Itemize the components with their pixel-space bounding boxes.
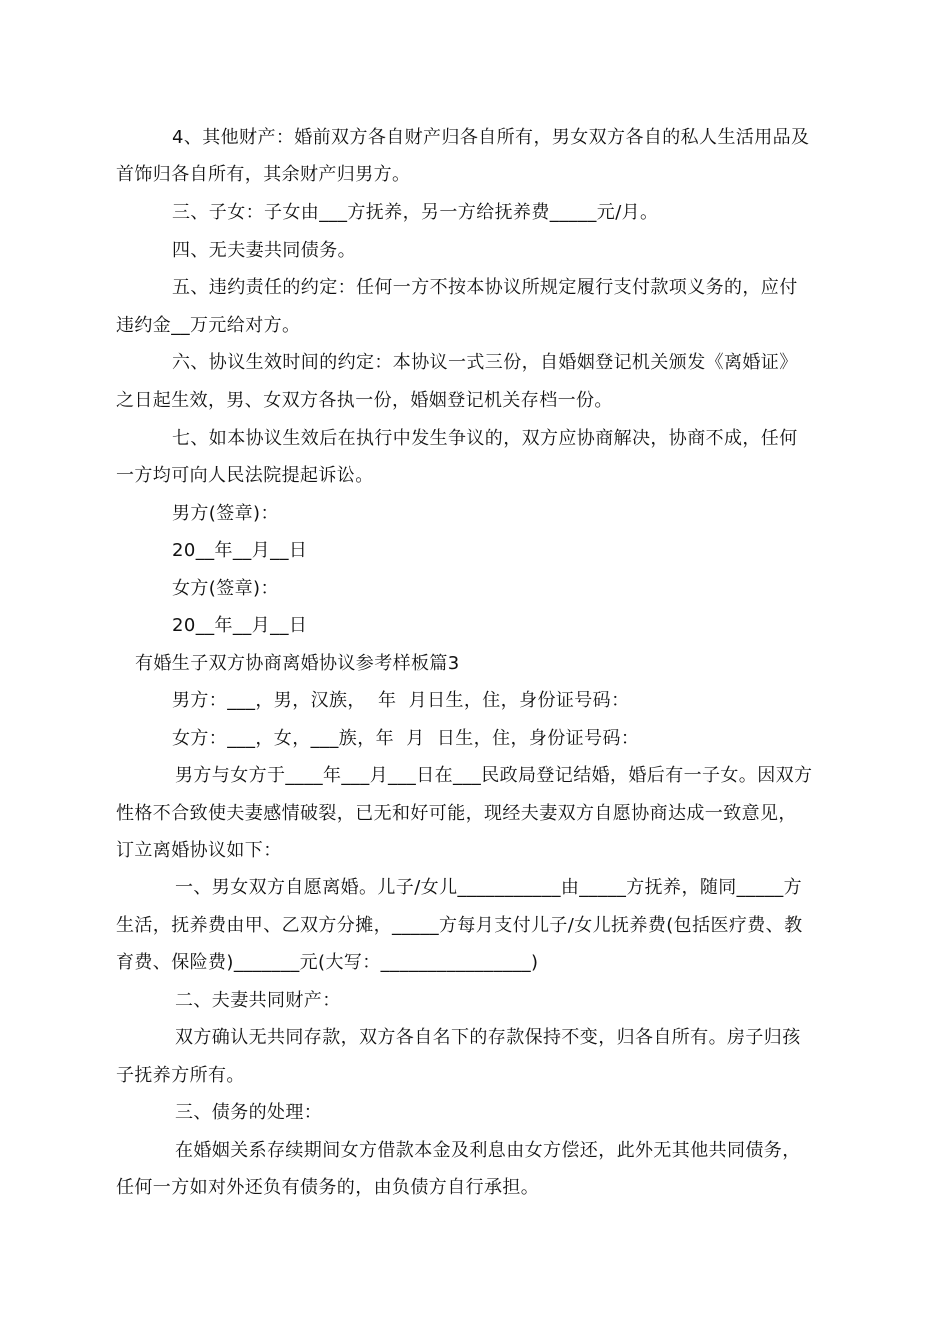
paragraph-line: 任何一方如对外还负有债务的，由负债方自行承担。 xyxy=(116,1177,540,1198)
paragraph-line: 违约金__万元给对方。 xyxy=(116,315,301,336)
paragraph-line: 一方均可向人民法院提起诉讼。 xyxy=(116,465,374,486)
paragraph-line: 六、协议生效时间的约定：本协议一式三份，自婚姻登记机关颁发《离婚证》 xyxy=(172,352,798,373)
section-heading: 有婚生子双方协商离婚协议参考样板篇3 xyxy=(135,653,460,674)
paragraph-line: 三、子女：子女由___方抚养，另一方给抚养费_____元/月。 xyxy=(172,202,659,223)
paragraph-line: 育费、保险费)_______元(大写：________________) xyxy=(116,952,539,973)
paragraph-line: 二、夫妻共同财产： xyxy=(175,990,341,1011)
signature-label-female: 女方(签章)： xyxy=(172,578,279,599)
paragraph-line: 男方与女方于____年___月___日在___民政局登记结婚，婚后有一子女。因双方 xyxy=(175,765,813,786)
paragraph-line: 七、如本协议生效后在执行中发生争议的，双方应协商解决，协商不成，任何 xyxy=(172,428,798,449)
paragraph-line: 一、男女双方自愿离婚。儿子/女儿___________由_____方抚养，随同_____方 xyxy=(175,877,803,898)
paragraph-line: 三、债务的处理： xyxy=(175,1102,323,1123)
paragraph-line: 五、违约责任的约定：任何一方不按本协议所规定履行支付款项义务的，应付 xyxy=(172,277,798,298)
paragraph-line: 双方确认无共同存款，双方各自名下的存款保持不变，归各自所有。房子归孩 xyxy=(175,1027,801,1048)
paragraph-line: 在婚姻关系存续期间女方借款本金及利息由女方偿还，此外无其他共同债务， xyxy=(175,1140,801,1161)
paragraph-line: 首饰归各自所有，其余财产归男方。 xyxy=(116,164,411,185)
paragraph-line: 之日起生效，男、女双方各执一份，婚姻登记机关存档一份。 xyxy=(116,390,613,411)
paragraph-line: 性格不合致使夫妻感情破裂，已无和好可能，现经夫妻双方自愿协商达成一致意见， xyxy=(116,803,797,824)
paragraph-line: 生活，抚养费由甲、乙双方分摊，_____方每月支付儿子/女儿抚养费(包括医疗费、教 xyxy=(116,915,803,936)
signature-label-male: 男方(签章)： xyxy=(172,503,279,524)
paragraph-line: 四、无夫妻共同债务。 xyxy=(172,240,356,261)
paragraph-line: 子抚养方所有。 xyxy=(116,1065,245,1086)
paragraph-line: 订立离婚协议如下： xyxy=(116,840,282,861)
paragraph-line: 4、其他财产：婚前双方各自财产归各自所有，男女双方各自的私人生活用品及 xyxy=(172,127,810,148)
party-info-female: 女方：___，女，___族，年 月 日生，住，身份证号码： xyxy=(172,728,640,749)
date-line: 20__年__月__日 xyxy=(172,540,308,561)
party-info-male: 男方：___，男，汉族， 年 月日生，住，身份证号码： xyxy=(172,690,630,711)
date-line: 20__年__月__日 xyxy=(172,615,308,636)
